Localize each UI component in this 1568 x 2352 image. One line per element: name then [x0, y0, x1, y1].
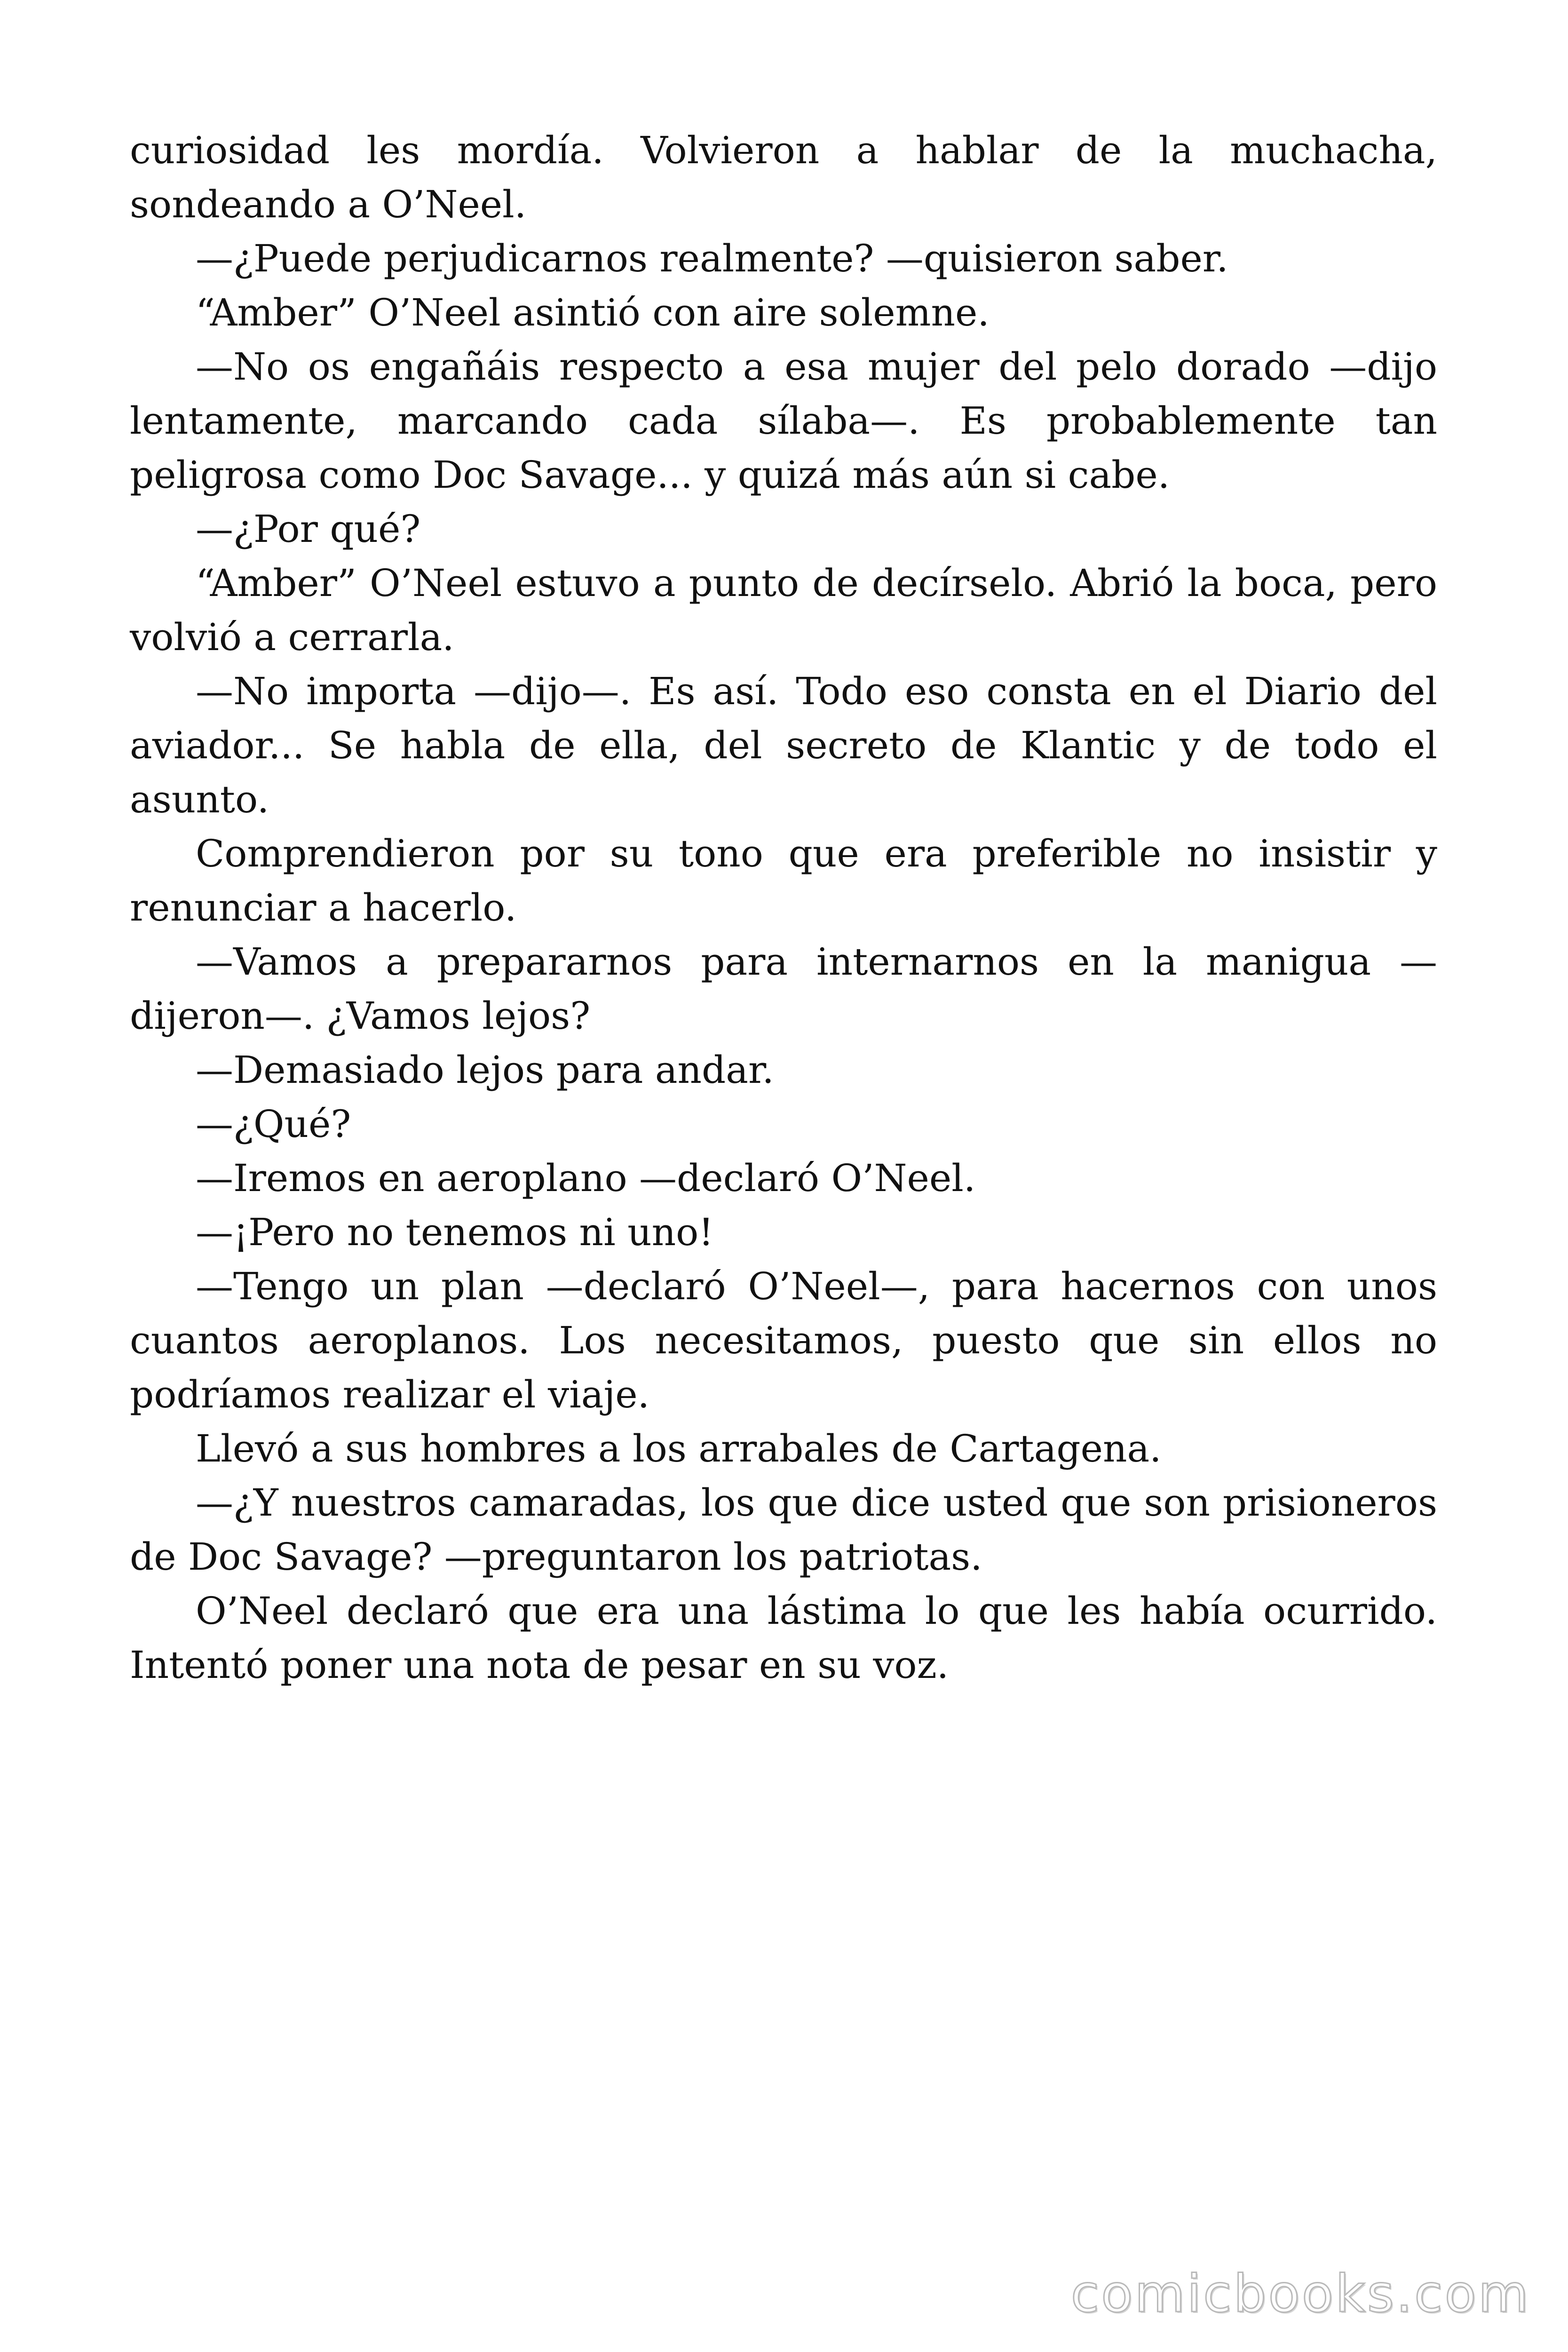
paragraph-7: —No importa —dijo—. Es así. Todo eso consta en el Diario del aviador... Se habla de ella, del secreto de Klantic y de todo el asunto. — [130, 669, 1437, 821]
page-text — [130, 123, 1437, 1692]
paragraph-10: —Demasiado lejos para andar. — [196, 1048, 774, 1092]
paragraph-3: “Amber” O’Neel asintió con aire solemne. — [196, 291, 990, 334]
paragraph-12: —Iremos en aeroplano —declaró O’Neel. — [196, 1156, 976, 1200]
paragraph-2: —¿Puede perjudicarnos realmente? —quisieron saber. — [196, 237, 1228, 280]
paragraph-16: —¿Y nuestros camaradas, los que dice usted que son prisioneros de Doc Savage? —preguntaron los patriotas. — [130, 1481, 1437, 1579]
paragraph-14: —Tengo un plan —declaró O’Neel—, para hacernos con unos cuantos aeroplanos. Los necesitamos, puesto que sin ellos no podríamos realizar el viaje. — [130, 1264, 1437, 1416]
watermark-text: comicbooks.com — [1070, 2264, 1530, 2324]
paragraph-13: —¡Pero no tenemos ni uno! — [196, 1210, 714, 1254]
paragraph-1: curiosidad les mordía. Volvieron a hablar de la muchacha, sondeando a O’Neel. — [130, 128, 1437, 226]
paragraph-9: —Vamos a prepararnos para internarnos en la manigua —dijeron—. ¿Vamos lejos? — [130, 940, 1437, 1038]
paragraph-5: —¿Por qué? — [196, 507, 421, 551]
paragraph-15: Llevó a sus hombres a los arrabales de Cartagena. — [196, 1427, 1162, 1470]
paragraph-6: “Amber” O’Neel estuvo a punto de decírselo. Abrió la boca, pero volvió a cerrarla. — [130, 561, 1437, 659]
paragraph-8: Comprendieron por su tono que era preferible no insistir y renunciar a hacerlo. — [130, 832, 1437, 930]
paragraph-4: —No os engañáis respecto a esa mujer del pelo dorado —dijo lentamente, marcando cada sílaba—. Es probablemente tan peligrosa como Doc Savage... y quizá más aún si cabe. — [130, 345, 1437, 497]
paragraph-11: —¿Qué? — [196, 1102, 351, 1146]
paragraph-17: O’Neel declaró que era una lástima lo que les había ocurrido. Intentó poner una nota de pesar en su voz. — [130, 1589, 1437, 1687]
